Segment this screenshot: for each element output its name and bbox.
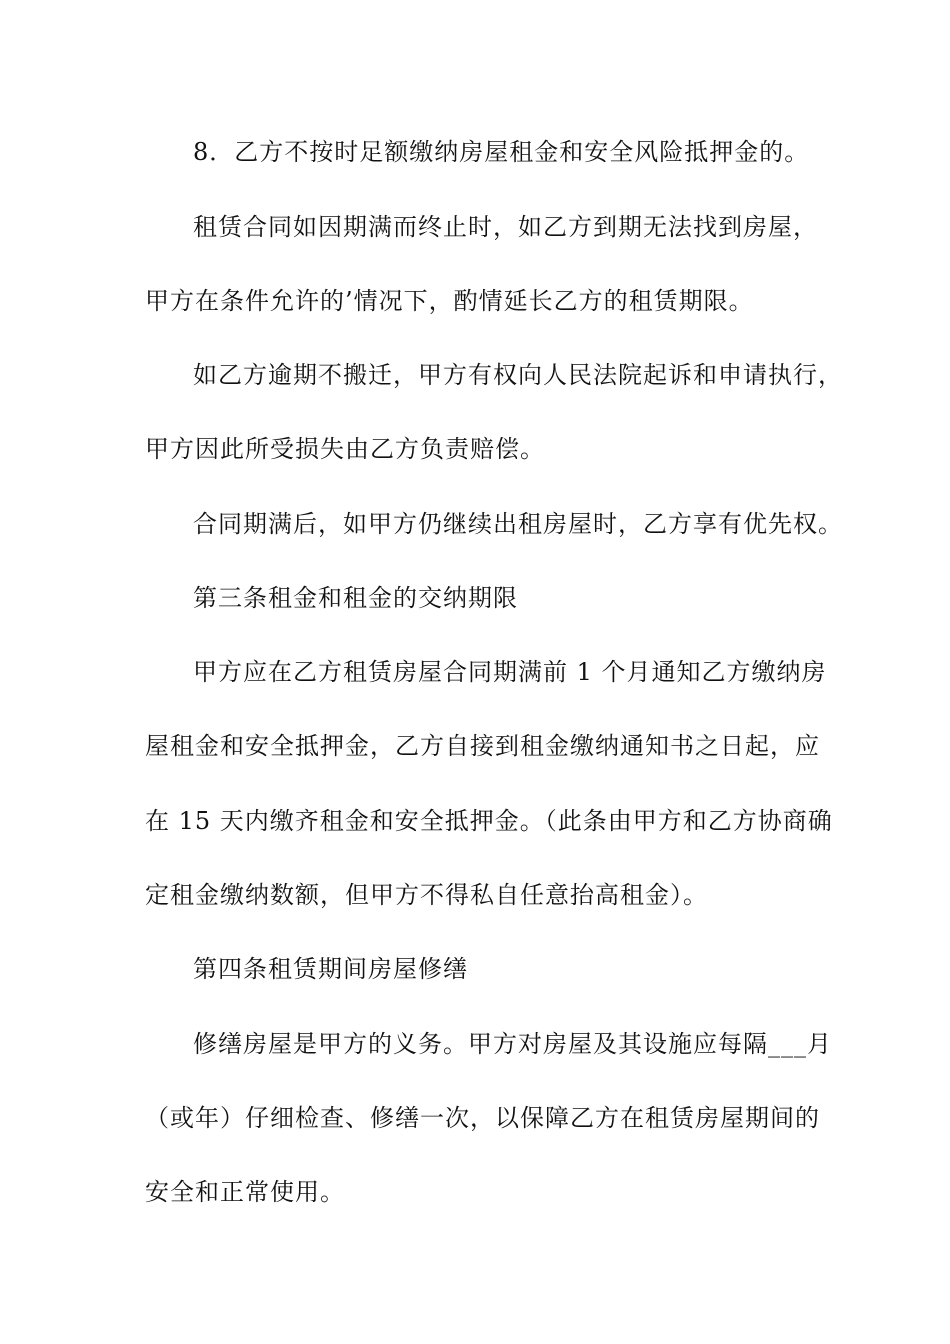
paragraph-line-compensation: 甲方因此所受损失由乙方负责赔偿。 <box>145 435 545 463</box>
section-heading-article-4: 第四条租赁期间房屋修缮 <box>193 955 468 983</box>
paragraph-line-payment-deadline: 在 15 天内缴齐租金和安全抵押金。（此条由甲方和乙方协商确 <box>145 807 833 835</box>
paragraph-line-safe-use: 安全和正常使用。 <box>145 1178 345 1206</box>
paragraph-line-lease-extension: 甲方在条件允许的’情况下，酌情延长乙方的租赁期限。 <box>145 287 754 315</box>
paragraph-line-rent-notice: 甲方应在乙方租赁房屋合同期满前 1 个月通知乙方缴纳房 <box>193 658 827 686</box>
paragraph-line-rent-amount: 定租金缴纳数额，但甲方不得私自任意抬高租金）。 <box>145 881 708 909</box>
section-heading-article-3: 第三条租金和租金的交纳期限 <box>193 584 518 612</box>
paragraph-line-rent-deposit: 屋租金和安全抵押金，乙方自接到租金缴纳通知书之日起，应 <box>145 732 820 760</box>
paragraph-line-inspection: （或年）仔细检查、修缮一次，以保障乙方在租赁房屋期间的 <box>145 1104 820 1132</box>
paragraph-line-repair-duty: 修缮房屋是甲方的义务。甲方对房屋及其设施应每隔___月 <box>193 1030 832 1058</box>
paragraph-line-item-8: 8．乙方不按时足额缴纳房屋租金和安全风险抵押金的。 <box>193 138 810 166</box>
paragraph-line-lease-expiry: 租赁合同如因期满而终止时，如乙方到期无法找到房屋， <box>193 213 818 241</box>
paragraph-line-priority-right: 合同期满后，如甲方仍继续出租房屋时，乙方享有优先权。 <box>193 510 843 538</box>
paragraph-line-overdue-eviction: 如乙方逾期不搬迁，甲方有权向人民法院起诉和申请执行， <box>193 361 843 389</box>
